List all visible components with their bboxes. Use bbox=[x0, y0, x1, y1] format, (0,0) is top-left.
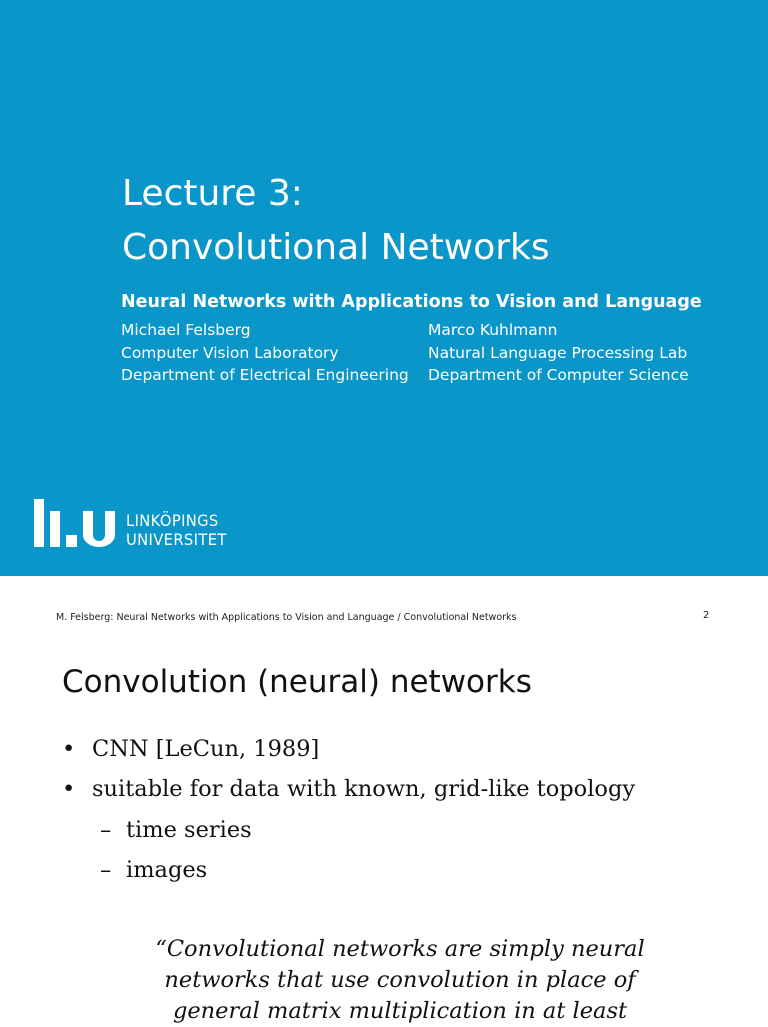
bullet-mark: • bbox=[62, 736, 76, 762]
bullet-item bbox=[62, 776, 636, 802]
quote-block bbox=[120, 934, 680, 1027]
logo-line-2: UNIVERSITET bbox=[126, 530, 227, 549]
bullet-text: CNN [LeCun, 1989] bbox=[92, 736, 320, 762]
university-logo bbox=[34, 499, 234, 549]
bullet-item bbox=[62, 736, 320, 762]
bullet-mark: • bbox=[62, 776, 76, 802]
author-name: Marco Kuhlmann bbox=[428, 321, 558, 339]
quote-line: “Convolutional networks are simply neural bbox=[155, 936, 645, 962]
logo-line-1: LINKÖPINGS bbox=[126, 511, 219, 530]
author-dept: Department of Electrical Engineering bbox=[121, 366, 409, 384]
logo-wordmark bbox=[126, 511, 227, 549]
content-slide bbox=[0, 576, 768, 1024]
course-subtitle: Neural Networks with Applications to Vision and Language bbox=[121, 292, 702, 312]
slide-title: Convolution (neural) networks bbox=[62, 664, 532, 700]
sub-bullet-item bbox=[100, 857, 208, 883]
sub-bullet-item bbox=[100, 817, 252, 843]
quote-line: networks that use convolution in place of bbox=[164, 967, 636, 993]
author-right bbox=[428, 319, 689, 387]
bullet-text: suitable for data with known, grid-like topology bbox=[92, 776, 636, 802]
bullet-text: time series bbox=[126, 817, 252, 843]
author-left bbox=[121, 319, 409, 387]
author-name: Michael Felsberg bbox=[121, 321, 251, 339]
lecture-title bbox=[122, 167, 742, 275]
author-dept: Department of Computer Science bbox=[428, 366, 689, 384]
author-lab: Natural Language Processing Lab bbox=[428, 343, 688, 362]
slide-header: M. Felsberg: Neural Networks with Applications to Vision and Language / Convolutional Networks bbox=[56, 612, 517, 623]
quote-line: general matrix multiplication in at least bbox=[172, 998, 628, 1024]
liu-logo-icon bbox=[34, 499, 120, 547]
title-line-1: Lecture 3: bbox=[122, 173, 303, 214]
bullet-mark: – bbox=[100, 857, 112, 883]
bullet-mark: – bbox=[100, 817, 112, 843]
title-line-2: Convolutional Networks bbox=[122, 227, 550, 268]
author-lab: Computer Vision Laboratory bbox=[121, 343, 339, 362]
bullet-text: images bbox=[126, 857, 208, 883]
page-number: 2 bbox=[703, 610, 710, 621]
